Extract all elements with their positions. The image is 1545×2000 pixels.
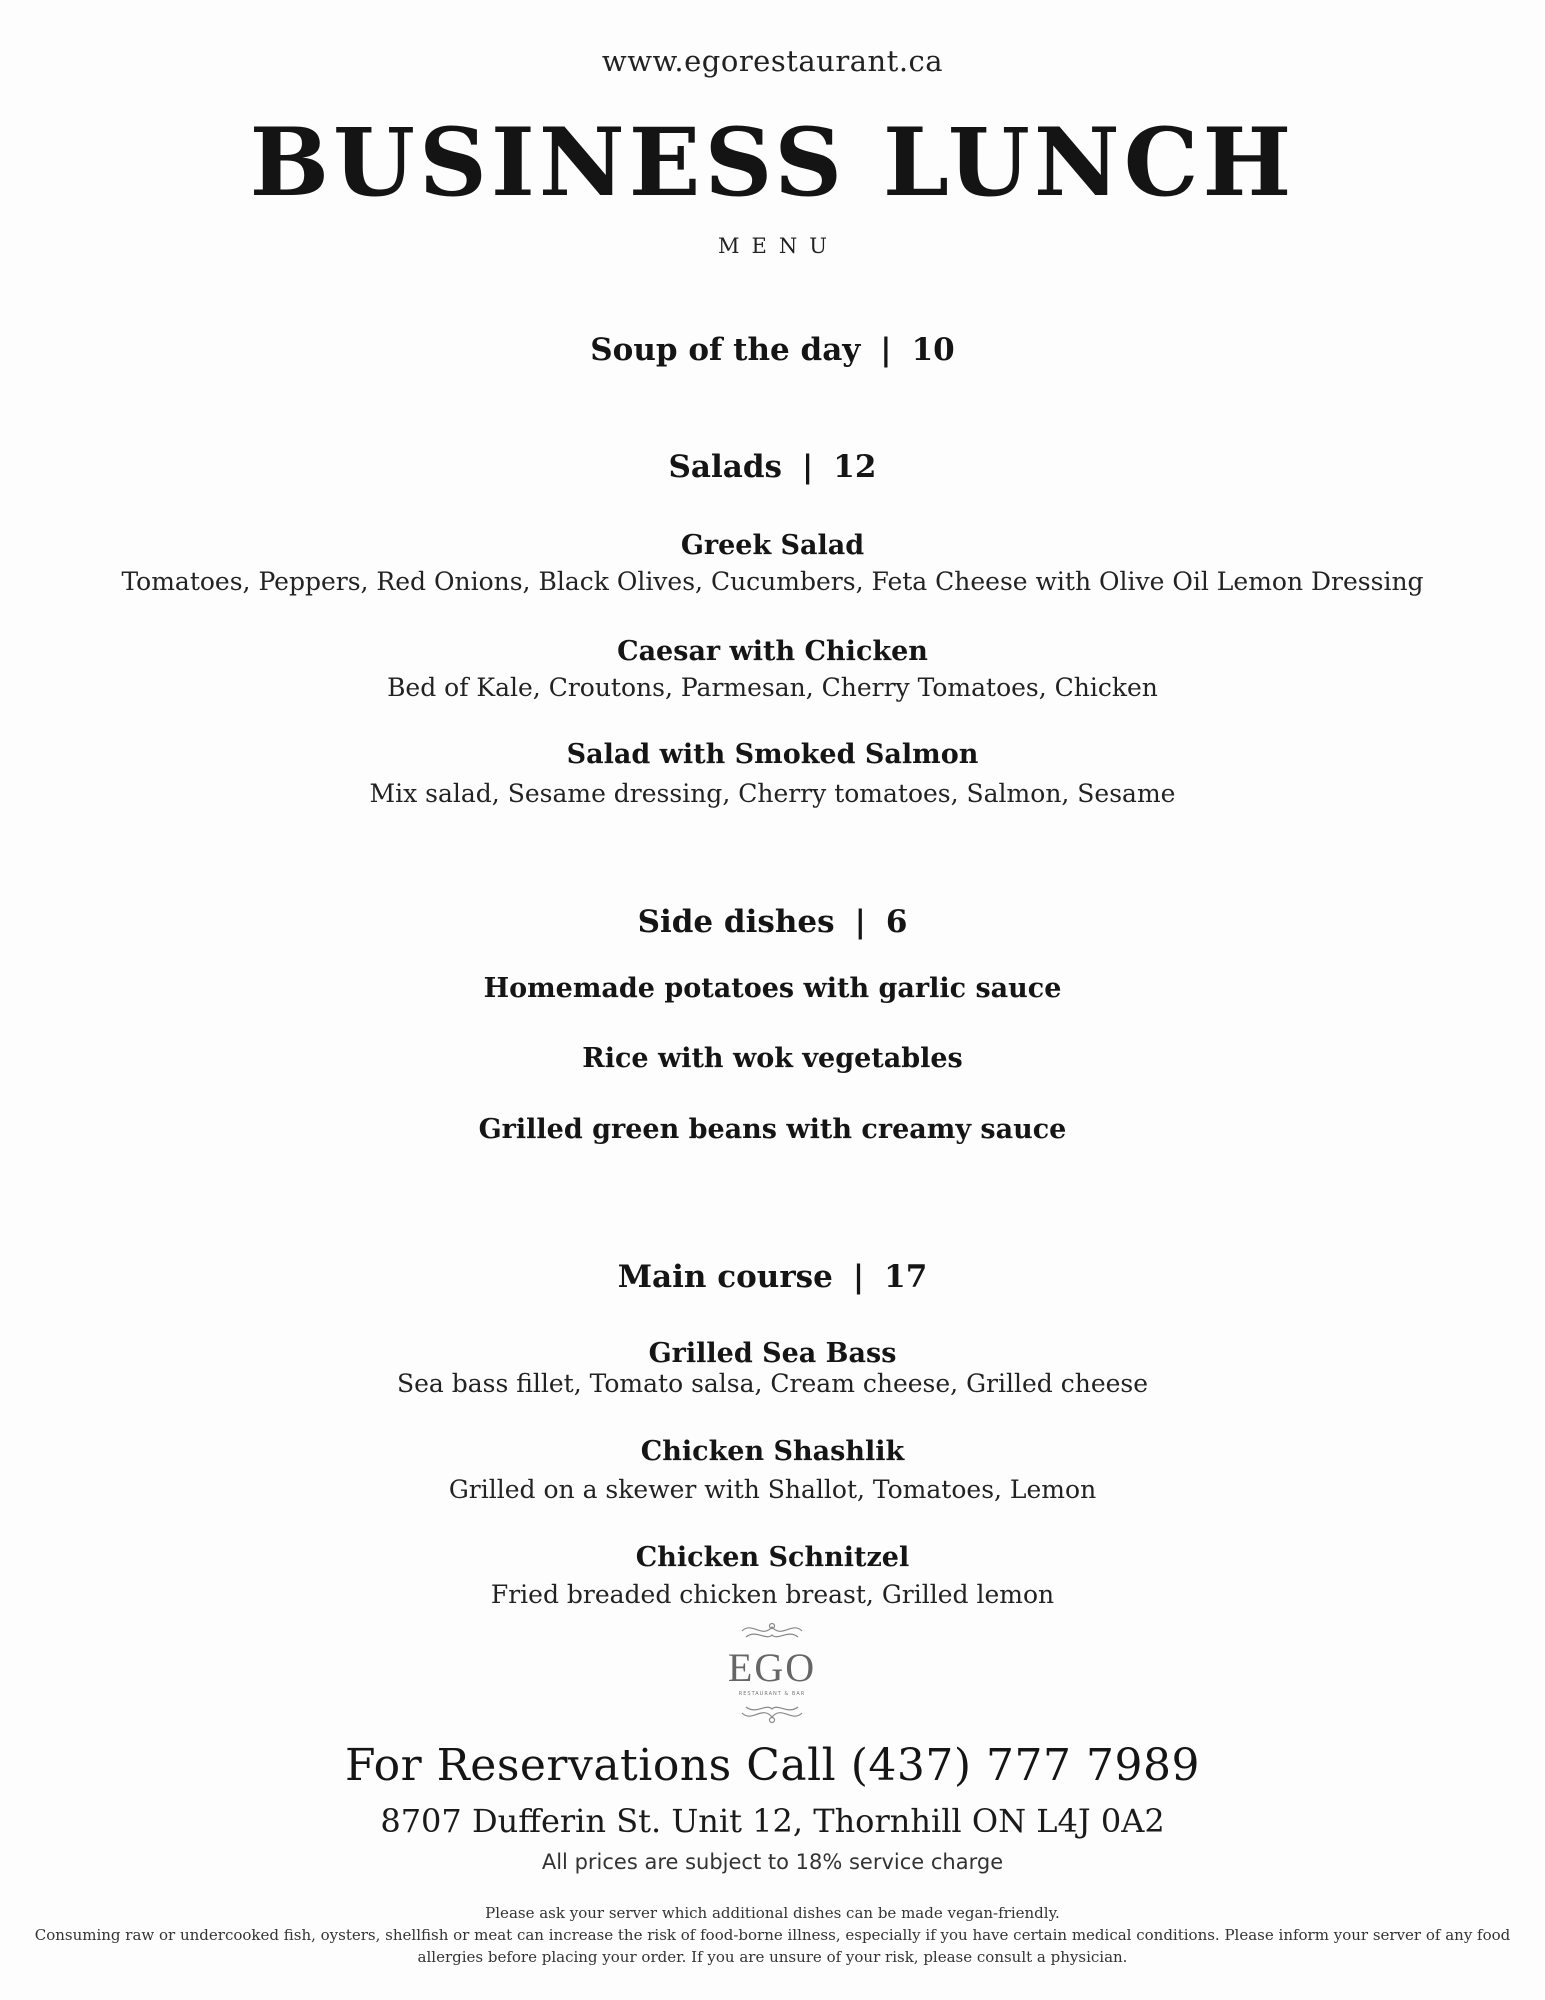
logo-bottom-ornament xyxy=(742,1713,802,1717)
logo-top-ornament xyxy=(742,1627,802,1631)
menu-item-description: Fried breaded chicken breast, Grilled lemon xyxy=(490,1580,1055,1609)
address-line: 8707 Dufferin St. Unit 12, Thornhill ON L4J 0A2 xyxy=(380,1802,1165,1840)
section-name: Soup of the day xyxy=(590,332,861,368)
section-heading-sides xyxy=(0,904,1545,940)
section-name: Side dishes xyxy=(637,904,835,940)
logo-bottom-ornament-inner xyxy=(746,1707,798,1710)
section-price: 10 xyxy=(911,332,955,368)
menu-item-name: Chicken Schnitzel xyxy=(635,1542,910,1573)
menu-item-description: Sea bass fillet, Tomato salsa, Cream cheese, Grilled cheese xyxy=(396,1369,1149,1398)
menu-title: BUSINESS LUNCH xyxy=(249,108,1296,218)
section-separator: | xyxy=(880,332,892,368)
logo-top-ornament-inner xyxy=(746,1634,798,1637)
fine-print-line: allergies before placing your order. If you are unsure of your risk, please consult a physician. xyxy=(417,1948,1128,1966)
menu-item-name: Greek Salad xyxy=(680,530,865,561)
menu-item-name: Salad with Smoked Salmon xyxy=(566,739,979,770)
logo-wordmark: EGO xyxy=(727,1645,817,1690)
menu-item-description: Bed of Kale, Croutons, Parmesan, Cherry Tomatoes, Chicken xyxy=(387,673,1158,702)
section-heading-soup xyxy=(0,332,1545,368)
service-charge-note: All prices are subject to 18% service charge xyxy=(541,1850,1004,1874)
ego-logo xyxy=(722,1617,822,1731)
section-price: 12 xyxy=(833,449,877,485)
section-price: 6 xyxy=(885,904,908,940)
menu-item-name: Chicken Shashlik xyxy=(640,1436,905,1467)
section-heading-salads xyxy=(0,449,1545,485)
section-price: 17 xyxy=(884,1259,928,1295)
section-heading-main xyxy=(0,1259,1545,1295)
section-name: Main course xyxy=(617,1259,833,1295)
fine-print-line: Consuming raw or undercooked fish, oysters, shellfish or meat can increase the risk of food-borne illness, especially if you have certain medical conditions. Please inform your server of any food xyxy=(34,1926,1511,1944)
menu-subtitle: MENU xyxy=(718,234,839,258)
menu-item-description: Grilled on a skewer with Shallot, Tomatoes, Lemon xyxy=(448,1475,1097,1504)
section-separator: | xyxy=(854,904,866,940)
menu-item-description: Mix salad, Sesame dressing, Cherry tomatoes, Salmon, Sesame xyxy=(369,779,1176,808)
section-name: Salads xyxy=(668,449,783,485)
website-url[interactable]: www.egorestaurant.ca xyxy=(601,44,944,78)
side-dish-item: Rice with wok vegetables xyxy=(582,1043,963,1074)
side-dish-item: Grilled green beans with creamy sauce xyxy=(478,1114,1067,1145)
menu-item-name: Caesar with Chicken xyxy=(617,636,928,667)
menu-item-description: Tomatoes, Peppers, Red Onions, Black Olives, Cucumbers, Feta Cheese with Olive Oil Lemon Dressing xyxy=(121,567,1424,596)
side-dish-item: Homemade potatoes with garlic sauce xyxy=(483,973,1062,1004)
section-separator: | xyxy=(852,1259,865,1295)
section-separator: | xyxy=(802,449,814,485)
logo-tagline: RESTAURANT & BAR xyxy=(738,1691,806,1697)
logo-bottom-dot xyxy=(770,1718,775,1723)
menu-item-name: Grilled Sea Bass xyxy=(648,1338,897,1369)
fine-print-line: Please ask your server which additional dishes can be made vegan-friendly. xyxy=(485,1904,1060,1922)
reservations-line: For Reservations Call (437) 777 7989 xyxy=(345,1740,1200,1791)
